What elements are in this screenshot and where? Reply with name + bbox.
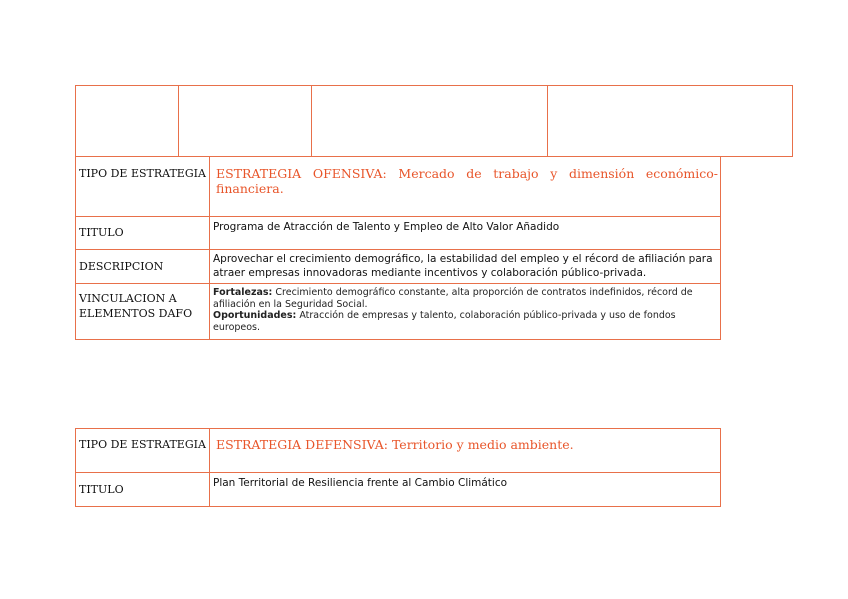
table2-row-divider <box>75 472 721 473</box>
fortalezas-text: Crecimiento demográfico constante, alta proporción de contratos indefinidos, récord de afiliación en la Seguridad Social. <box>213 287 693 310</box>
tipo-estrategia-label: TIPO DE ESTRATEGIA <box>79 167 206 180</box>
descripcion-value: Aprovechar el crecimiento demográfico, la estabilidad del empleo y el récord de afiliación para atraer empresas innovadoras mediante incentivos y colaboración público-privada. <box>213 253 713 279</box>
descripcion-label: DESCRIPCION <box>79 260 164 273</box>
vinculacion-label-line2: ELEMENTOS DAFO <box>79 307 193 320</box>
header-cell-3 <box>311 85 548 157</box>
table1-row-divider <box>75 283 721 284</box>
titulo-label-2: TITULO <box>79 483 124 496</box>
vinculacion-label <box>79 292 192 321</box>
fortalezas-label: Fortalezas: <box>213 287 273 298</box>
header-cell-4 <box>547 85 793 157</box>
oportunidades-entry <box>213 310 713 333</box>
table1-column-divider <box>209 157 210 339</box>
table2-column-divider <box>209 429 210 506</box>
tipo-estrategia-value-cont: financiera. <box>216 181 284 196</box>
titulo-value-2: Plan Territorial de Resiliencia frente al Cambio Climático <box>213 477 508 489</box>
titulo-value: Programa de Atracción de Talento y Empleo de Alto Valor Añadido <box>213 221 560 233</box>
dafo-elements <box>213 287 713 333</box>
tipo-estrategia-value-2: ESTRATEGIA DEFENSIVA: Territorio y medio ambiente. <box>216 437 574 452</box>
tipo-estrategia-label-2: TIPO DE ESTRATEGIA <box>79 438 206 451</box>
header-cell-2 <box>178 85 312 157</box>
table1-row-divider <box>75 249 721 250</box>
oportunidades-label: Oportunidades: <box>213 310 297 321</box>
titulo-label: TITULO <box>79 226 124 239</box>
vinculacion-label-line1: VINCULACION A <box>79 292 177 305</box>
header-cell-1 <box>75 85 179 157</box>
tipo-estrategia-value: ESTRATEGIA OFENSIVA: Mercado de trabajo y dimensión económico- <box>216 166 718 181</box>
oportunidades-text: Atracción de empresas y talento, colaboración público-privada y uso de fondos europeos. <box>213 310 676 333</box>
fortalezas-entry <box>213 287 713 310</box>
table1-row-divider <box>75 216 721 217</box>
